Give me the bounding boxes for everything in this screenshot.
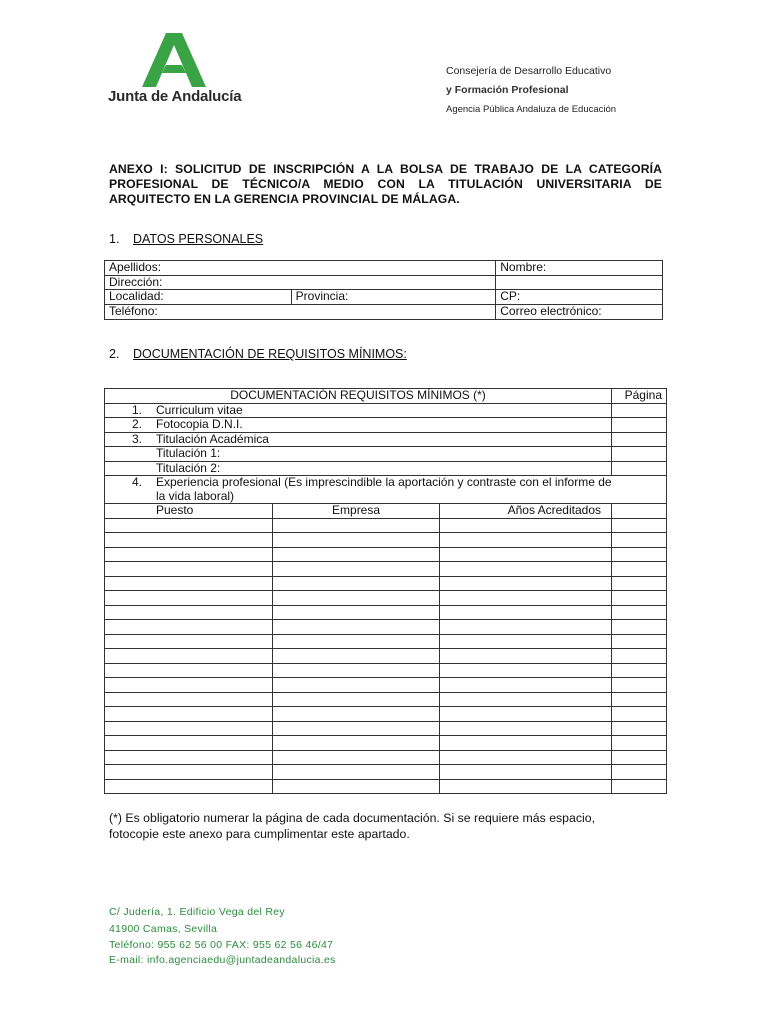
- anos-cell[interactable]: [440, 721, 612, 736]
- table-row: [105, 389, 667, 404]
- page-cell[interactable]: [612, 721, 667, 736]
- header-agencia: Agencia Pública Andaluza de Educación: [446, 104, 617, 115]
- item-label: Titulación Académica: [156, 431, 269, 446]
- correo-field[interactable]: Correo electrónico:: [496, 305, 663, 320]
- table-row: [105, 432, 667, 447]
- empresa-cell[interactable]: [272, 576, 440, 591]
- puesto-cell[interactable]: [105, 663, 273, 678]
- table-row: [105, 692, 667, 707]
- puesto-cell[interactable]: [105, 533, 273, 548]
- empresa-cell[interactable]: [272, 692, 440, 707]
- puesto-cell[interactable]: [105, 678, 273, 693]
- anos-cell[interactable]: [440, 678, 612, 693]
- item-number: 2.: [132, 417, 143, 431]
- table-row: [105, 707, 667, 722]
- page-cell[interactable]: [612, 779, 667, 794]
- puesto-cell[interactable]: [105, 547, 273, 562]
- empresa-cell[interactable]: [272, 736, 440, 751]
- puesto-cell[interactable]: [105, 692, 273, 707]
- table-row: [105, 620, 667, 635]
- footnote: [109, 811, 649, 842]
- anos-cell[interactable]: [440, 779, 612, 794]
- footer-city: 41900 Camas, Sevilla: [109, 923, 218, 935]
- table-row: [105, 403, 667, 418]
- anos-cell[interactable]: [440, 663, 612, 678]
- personal-data-table: [104, 260, 663, 320]
- section-2-heading: [109, 347, 407, 361]
- footnote-line-1: (*) Es obligatorio numerar la página de cada documentación. Si se requiere más espacio,: [109, 811, 595, 825]
- page-cell[interactable]: [612, 765, 667, 780]
- table-row: [105, 562, 667, 577]
- table-row: [105, 750, 667, 765]
- anos-cell[interactable]: [440, 692, 612, 707]
- cp-field[interactable]: CP:: [496, 290, 663, 305]
- table-row: [105, 721, 667, 736]
- page-cell[interactable]: [612, 432, 667, 447]
- anos-cell[interactable]: [440, 605, 612, 620]
- puesto-cell[interactable]: [105, 707, 273, 722]
- page-cell[interactable]: [612, 649, 667, 664]
- puesto-cell[interactable]: [105, 750, 273, 765]
- anos-cell[interactable]: [440, 518, 612, 533]
- page-cell[interactable]: [612, 678, 667, 693]
- page-cell[interactable]: [612, 576, 667, 591]
- anos-cell[interactable]: [440, 649, 612, 664]
- puesto-cell[interactable]: [105, 620, 273, 635]
- header-formacion: y Formación Profesional: [446, 84, 569, 96]
- empresa-cell[interactable]: [272, 533, 440, 548]
- provincia-field[interactable]: Provincia:: [291, 290, 496, 305]
- page-cell[interactable]: [612, 605, 667, 620]
- table-row: [105, 779, 667, 794]
- item-number: 1.: [132, 402, 143, 417]
- puesto-cell[interactable]: [105, 736, 273, 751]
- table-row: [105, 504, 667, 519]
- puesto-cell[interactable]: [105, 779, 273, 794]
- table-row: [105, 275, 663, 290]
- table-row: [105, 663, 667, 678]
- empresa-cell[interactable]: [272, 634, 440, 649]
- empty-cell[interactable]: [496, 275, 663, 290]
- anos-cell[interactable]: [440, 547, 612, 562]
- section-label: DATOS PERSONALES: [133, 232, 264, 246]
- direccion-field[interactable]: Dirección:: [105, 275, 496, 290]
- logo-text: Junta de Andalucía: [108, 88, 242, 105]
- table-row: [105, 765, 667, 780]
- item-number: 3.: [132, 431, 143, 446]
- page-cell[interactable]: [612, 620, 667, 635]
- item-number: 4.: [132, 475, 143, 489]
- anos-cell[interactable]: [440, 576, 612, 591]
- page-cell[interactable]: [612, 663, 667, 678]
- table-row: [105, 547, 667, 562]
- titulacion-2-field[interactable]: Titulación 2:: [105, 461, 612, 476]
- anos-cell[interactable]: [440, 736, 612, 751]
- table-row: [105, 605, 667, 620]
- section-1-heading: [109, 232, 263, 246]
- anos-cell[interactable]: [440, 765, 612, 780]
- empresa-cell[interactable]: [272, 547, 440, 562]
- empresa-cell[interactable]: [272, 721, 440, 736]
- empresa-cell[interactable]: [272, 779, 440, 794]
- footer-phone: Teléfono: 955 62 56 00 FAX: 955 62 56 46/47: [109, 939, 334, 951]
- table-row: [105, 678, 667, 693]
- puesto-cell[interactable]: [105, 518, 273, 533]
- nombre-field[interactable]: Nombre:: [496, 261, 663, 276]
- page-cell[interactable]: [612, 447, 667, 462]
- page-cell[interactable]: [612, 418, 667, 433]
- table-row: [105, 447, 667, 462]
- item-curriculum: [105, 403, 612, 418]
- col-empresa: Empresa: [272, 504, 440, 519]
- table-row: [105, 418, 667, 433]
- puesto-cell[interactable]: [105, 649, 273, 664]
- anos-cell[interactable]: [440, 591, 612, 606]
- col-anos: Años Acreditados: [440, 504, 612, 519]
- anos-cell[interactable]: [440, 707, 612, 722]
- item-label-cont: la vida laboral): [156, 488, 235, 503]
- page-cell[interactable]: [612, 736, 667, 751]
- anos-cell[interactable]: [440, 533, 612, 548]
- empresa-cell[interactable]: [272, 663, 440, 678]
- empresa-cell[interactable]: [272, 765, 440, 780]
- puesto-cell[interactable]: [105, 562, 273, 577]
- table-row: [105, 305, 663, 320]
- empresa-cell[interactable]: [272, 649, 440, 664]
- puesto-cell[interactable]: [105, 591, 273, 606]
- section-number: 1.: [109, 232, 120, 246]
- table-row: [105, 461, 667, 476]
- page-cell[interactable]: [612, 461, 667, 476]
- header-consejeria: Consejería de Desarrollo Educativo: [446, 65, 612, 77]
- table-row: [105, 649, 667, 664]
- puesto-cell[interactable]: [105, 576, 273, 591]
- section-number: 2.: [109, 347, 120, 361]
- table-row: [105, 736, 667, 751]
- table-row: [105, 591, 667, 606]
- item-titulacion: [105, 432, 612, 447]
- empresa-cell[interactable]: [272, 620, 440, 635]
- empresa-cell[interactable]: [272, 707, 440, 722]
- titulacion-1-field[interactable]: Titulación 1:: [105, 447, 612, 462]
- empresa-cell[interactable]: [272, 591, 440, 606]
- puesto-cell[interactable]: [105, 765, 273, 780]
- item-experiencia: [105, 476, 667, 504]
- anos-cell[interactable]: [440, 562, 612, 577]
- col-puesto: Puesto: [105, 504, 273, 519]
- apellidos-field[interactable]: Apellidos:: [105, 261, 496, 276]
- requirements-table: [104, 388, 667, 794]
- junta-andalucia-logo-icon: [142, 33, 206, 87]
- page-cell[interactable]: [612, 692, 667, 707]
- puesto-cell[interactable]: [105, 634, 273, 649]
- localidad-field[interactable]: Localidad:: [105, 290, 292, 305]
- puesto-cell[interactable]: [105, 605, 273, 620]
- page-cell: [612, 504, 667, 519]
- page-cell[interactable]: [612, 547, 667, 562]
- item-dni: [105, 418, 612, 433]
- empresa-cell[interactable]: [272, 605, 440, 620]
- page-cell[interactable]: [612, 518, 667, 533]
- item-label: Fotocopia D.N.I.: [156, 417, 243, 431]
- section-label: DOCUMENTACIÓN DE REQUISITOS MÍNIMOS:: [133, 347, 407, 361]
- anos-cell[interactable]: [440, 620, 612, 635]
- page-cell[interactable]: [612, 591, 667, 606]
- table-row: [105, 518, 667, 533]
- telefono-field[interactable]: Teléfono:: [105, 305, 496, 320]
- page-cell[interactable]: [612, 562, 667, 577]
- table-row: [105, 533, 667, 548]
- page-cell[interactable]: [612, 403, 667, 418]
- page-cell[interactable]: [612, 634, 667, 649]
- item-label: Experiencia profesional (Es imprescindible la aportación y contraste con el informe de: [156, 475, 612, 489]
- empresa-cell[interactable]: [272, 562, 440, 577]
- footer-email: E-mail: info.agenciaedu@juntadeandalucia.es: [109, 954, 336, 966]
- page-header: Página: [612, 389, 667, 404]
- item-label: Curriculum vitae: [156, 402, 243, 417]
- anos-cell[interactable]: [440, 750, 612, 765]
- table-row: [105, 476, 667, 504]
- footer-address: C/ Judería, 1. Edificio Vega del Rey: [109, 906, 285, 918]
- table-row: [105, 634, 667, 649]
- docs-header: DOCUMENTACIÓN REQUISITOS MÍNIMOS (*): [105, 389, 612, 404]
- anos-cell[interactable]: [440, 634, 612, 649]
- footnote-line-2: fotocopie este anexo para cumplimentar este apartado.: [109, 826, 410, 841]
- empresa-cell[interactable]: [272, 750, 440, 765]
- page-cell[interactable]: [612, 750, 667, 765]
- table-row: [105, 576, 667, 591]
- table-row: [105, 261, 663, 276]
- puesto-cell[interactable]: [105, 721, 273, 736]
- table-row: [105, 290, 663, 305]
- page-cell[interactable]: [612, 707, 667, 722]
- empresa-cell[interactable]: [272, 518, 440, 533]
- page-cell[interactable]: [612, 533, 667, 548]
- document-title: ANEXO I: SOLICITUD DE INSCRIPCIÓN A LA BOLSA DE TRABAJO DE LA CATEGORÍA PROFESIONAL DE TÉCNICO/A MEDIO CON LA TITULACIÓN UNIVERSITARIA DE ARQUITECTO EN LA GERENCIA PROVINCIAL DE MÁLAGA.: [109, 162, 662, 206]
- empresa-cell[interactable]: [272, 678, 440, 693]
